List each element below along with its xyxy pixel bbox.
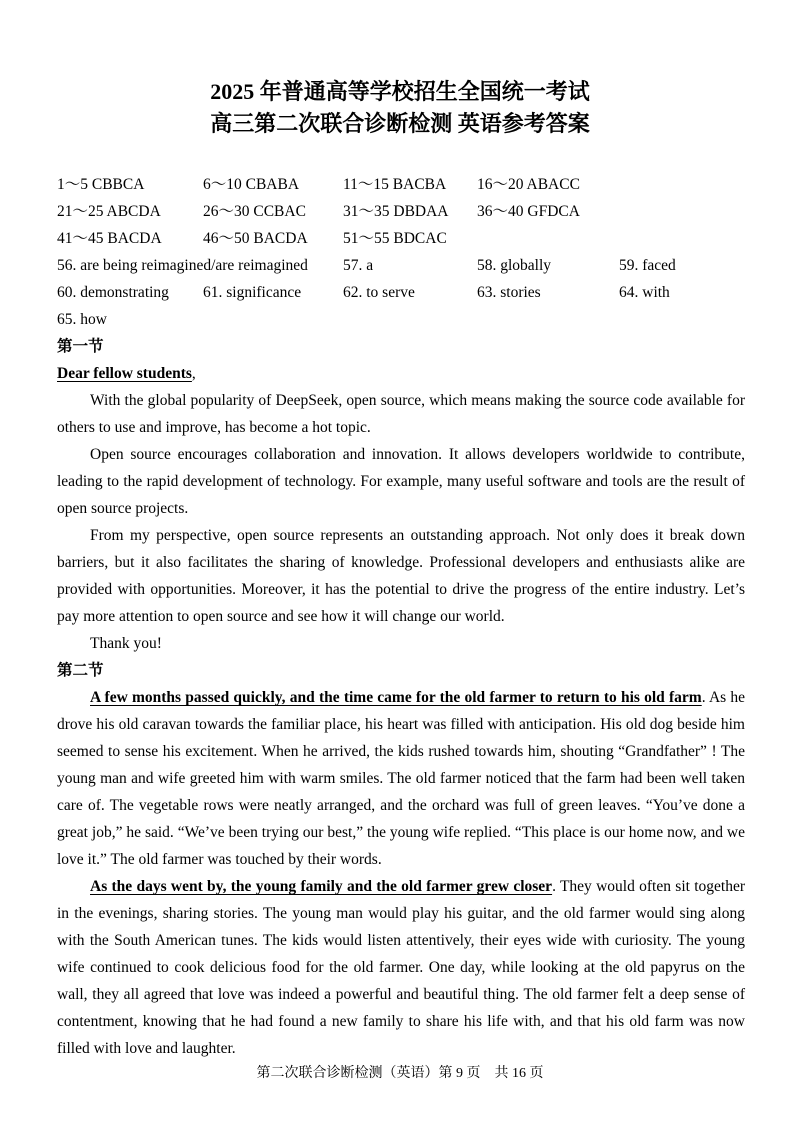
answer-cell: 6～10 CBABA: [203, 176, 300, 193]
story-paragraph-1: [57, 684, 745, 873]
answer-cell: 61. significance: [203, 284, 302, 301]
salutation-underlined-text: Dear fellow students: [57, 365, 192, 382]
letter-closing: Thank you!: [90, 635, 162, 652]
letter-paragraph-3: From my perspective, open source represents an outstanding approach. Not only does it break down barriers, but it also facilitates the sharing of knowledge. Professional developers and enthusiasts alike are provided with opportunities. Moreover, it has the potential to drive the progress of the entire industry. Let’s pay more attention to open source and see how it will change our world.: [57, 527, 745, 625]
document-title-line1: 2025 年普通高等学校招生全国统一考试: [210, 79, 590, 104]
document-body: [57, 171, 745, 1062]
answer-row-60-64: [57, 279, 745, 306]
footer-page-info: 第二次联合诊断检测（英语）第 9 页 共 16 页: [256, 1066, 544, 1081]
answer-cell: 21～25 ABCDA: [57, 203, 161, 220]
answer-cell: 51～55 BDCAC: [343, 230, 447, 247]
answer-cell: 1～5 CBBCA: [57, 176, 145, 193]
answer-row-56-59: [57, 252, 745, 279]
section1-heading: 第一节: [57, 338, 104, 355]
answer-key-grid: [57, 171, 745, 333]
answer-cell: 36～40 GFDCA: [477, 203, 580, 220]
answer-cell: 16～20 ABACC: [477, 176, 580, 193]
answer-cell: 41～45 BACDA: [57, 230, 162, 247]
answer-cell: 60. demonstrating: [57, 284, 169, 301]
answer-row-41-55: [57, 225, 745, 252]
letter-salutation: [57, 360, 745, 387]
section2-heading: 第二节: [57, 662, 104, 679]
answer-cell: 57. a: [343, 257, 374, 274]
answer-cell: 65. how: [57, 311, 107, 328]
answer-cell: 56. are being reimagined/are reimagined: [57, 257, 308, 274]
story-paragraph-1-continuation: . As he drove his old caravan towards the familiar place, his heart was filled with anticipation. His old dog beside him seemed to sense his excitement. When he arrived, the kids rushed towards him, shouting “Grandfather” ! The young man and wife greeted him with warm smiles. The old farmer noticed that the farm had been well taken care of. The vegetable rows were neatly arranged, and the orchard was full of green leaves. “You’ve done a great job,” he said. “We’ve been trying our best,” the young wife replied. “This place is our home now, and we love it.” The old farmer was touched by their words.: [57, 689, 746, 868]
story-paragraph-1-given-sentence: A few months passed quickly, and the time came for the old farmer to return to his old farm: [90, 689, 702, 706]
letter-paragraph-1: With the global popularity of DeepSeek, open source, which means making the source code available for others to use and improve, has become a hot topic.: [57, 392, 745, 436]
answer-cell: 62. to serve: [343, 284, 415, 301]
page-footer: [0, 1064, 800, 1084]
answer-cell: 64. with: [619, 284, 670, 301]
letter-paragraph-2: Open source encourages collaboration and innovation. It allows developers worldwide to contribute, leading to the rapid development of technology. For example, many useful software and tools are the result of open source projects.: [57, 446, 745, 517]
answer-cell: 59. faced: [619, 257, 676, 274]
answer-cell: 11～15 BACBA: [343, 176, 447, 193]
answer-row-21-40: [57, 198, 745, 225]
story-paragraph-2-given-sentence: As the days went by, the young family and the old farmer grew closer: [90, 878, 553, 895]
salutation-comma: ,: [191, 365, 196, 382]
document-title-line2: 高三第二次联合诊断检测 英语参考答案: [210, 111, 590, 136]
document-header: [0, 76, 800, 140]
answer-cell: 63. stories: [477, 284, 541, 301]
answer-row-1-20: [57, 171, 745, 198]
story-paragraph-2-continuation: . They would often sit together in the evenings, sharing stories. The young man would play his guitar, and the old farmer would sing along with the South American tunes. The kids would listen attentively, their eyes wide with curiosity. The young wife continued to cook delicious food for the old farmer. One day, while looking at the old papyrus on the wall, they all agreed that love was indeed a powerful and beautiful thing. The old farmer felt a deep sense of contentment, knowing that he had found a new family to share his life with, and that his old farm was now filled with love and laughter.: [57, 878, 746, 1057]
answer-row-65: [57, 306, 745, 333]
answer-cell: 26～30 CCBAC: [203, 203, 306, 220]
story-paragraph-2: [57, 873, 745, 1062]
answer-cell: 58. globally: [477, 257, 552, 274]
answer-cell: 46～50 BACDA: [203, 230, 308, 247]
answer-cell: 31～35 DBDAA: [343, 203, 449, 220]
